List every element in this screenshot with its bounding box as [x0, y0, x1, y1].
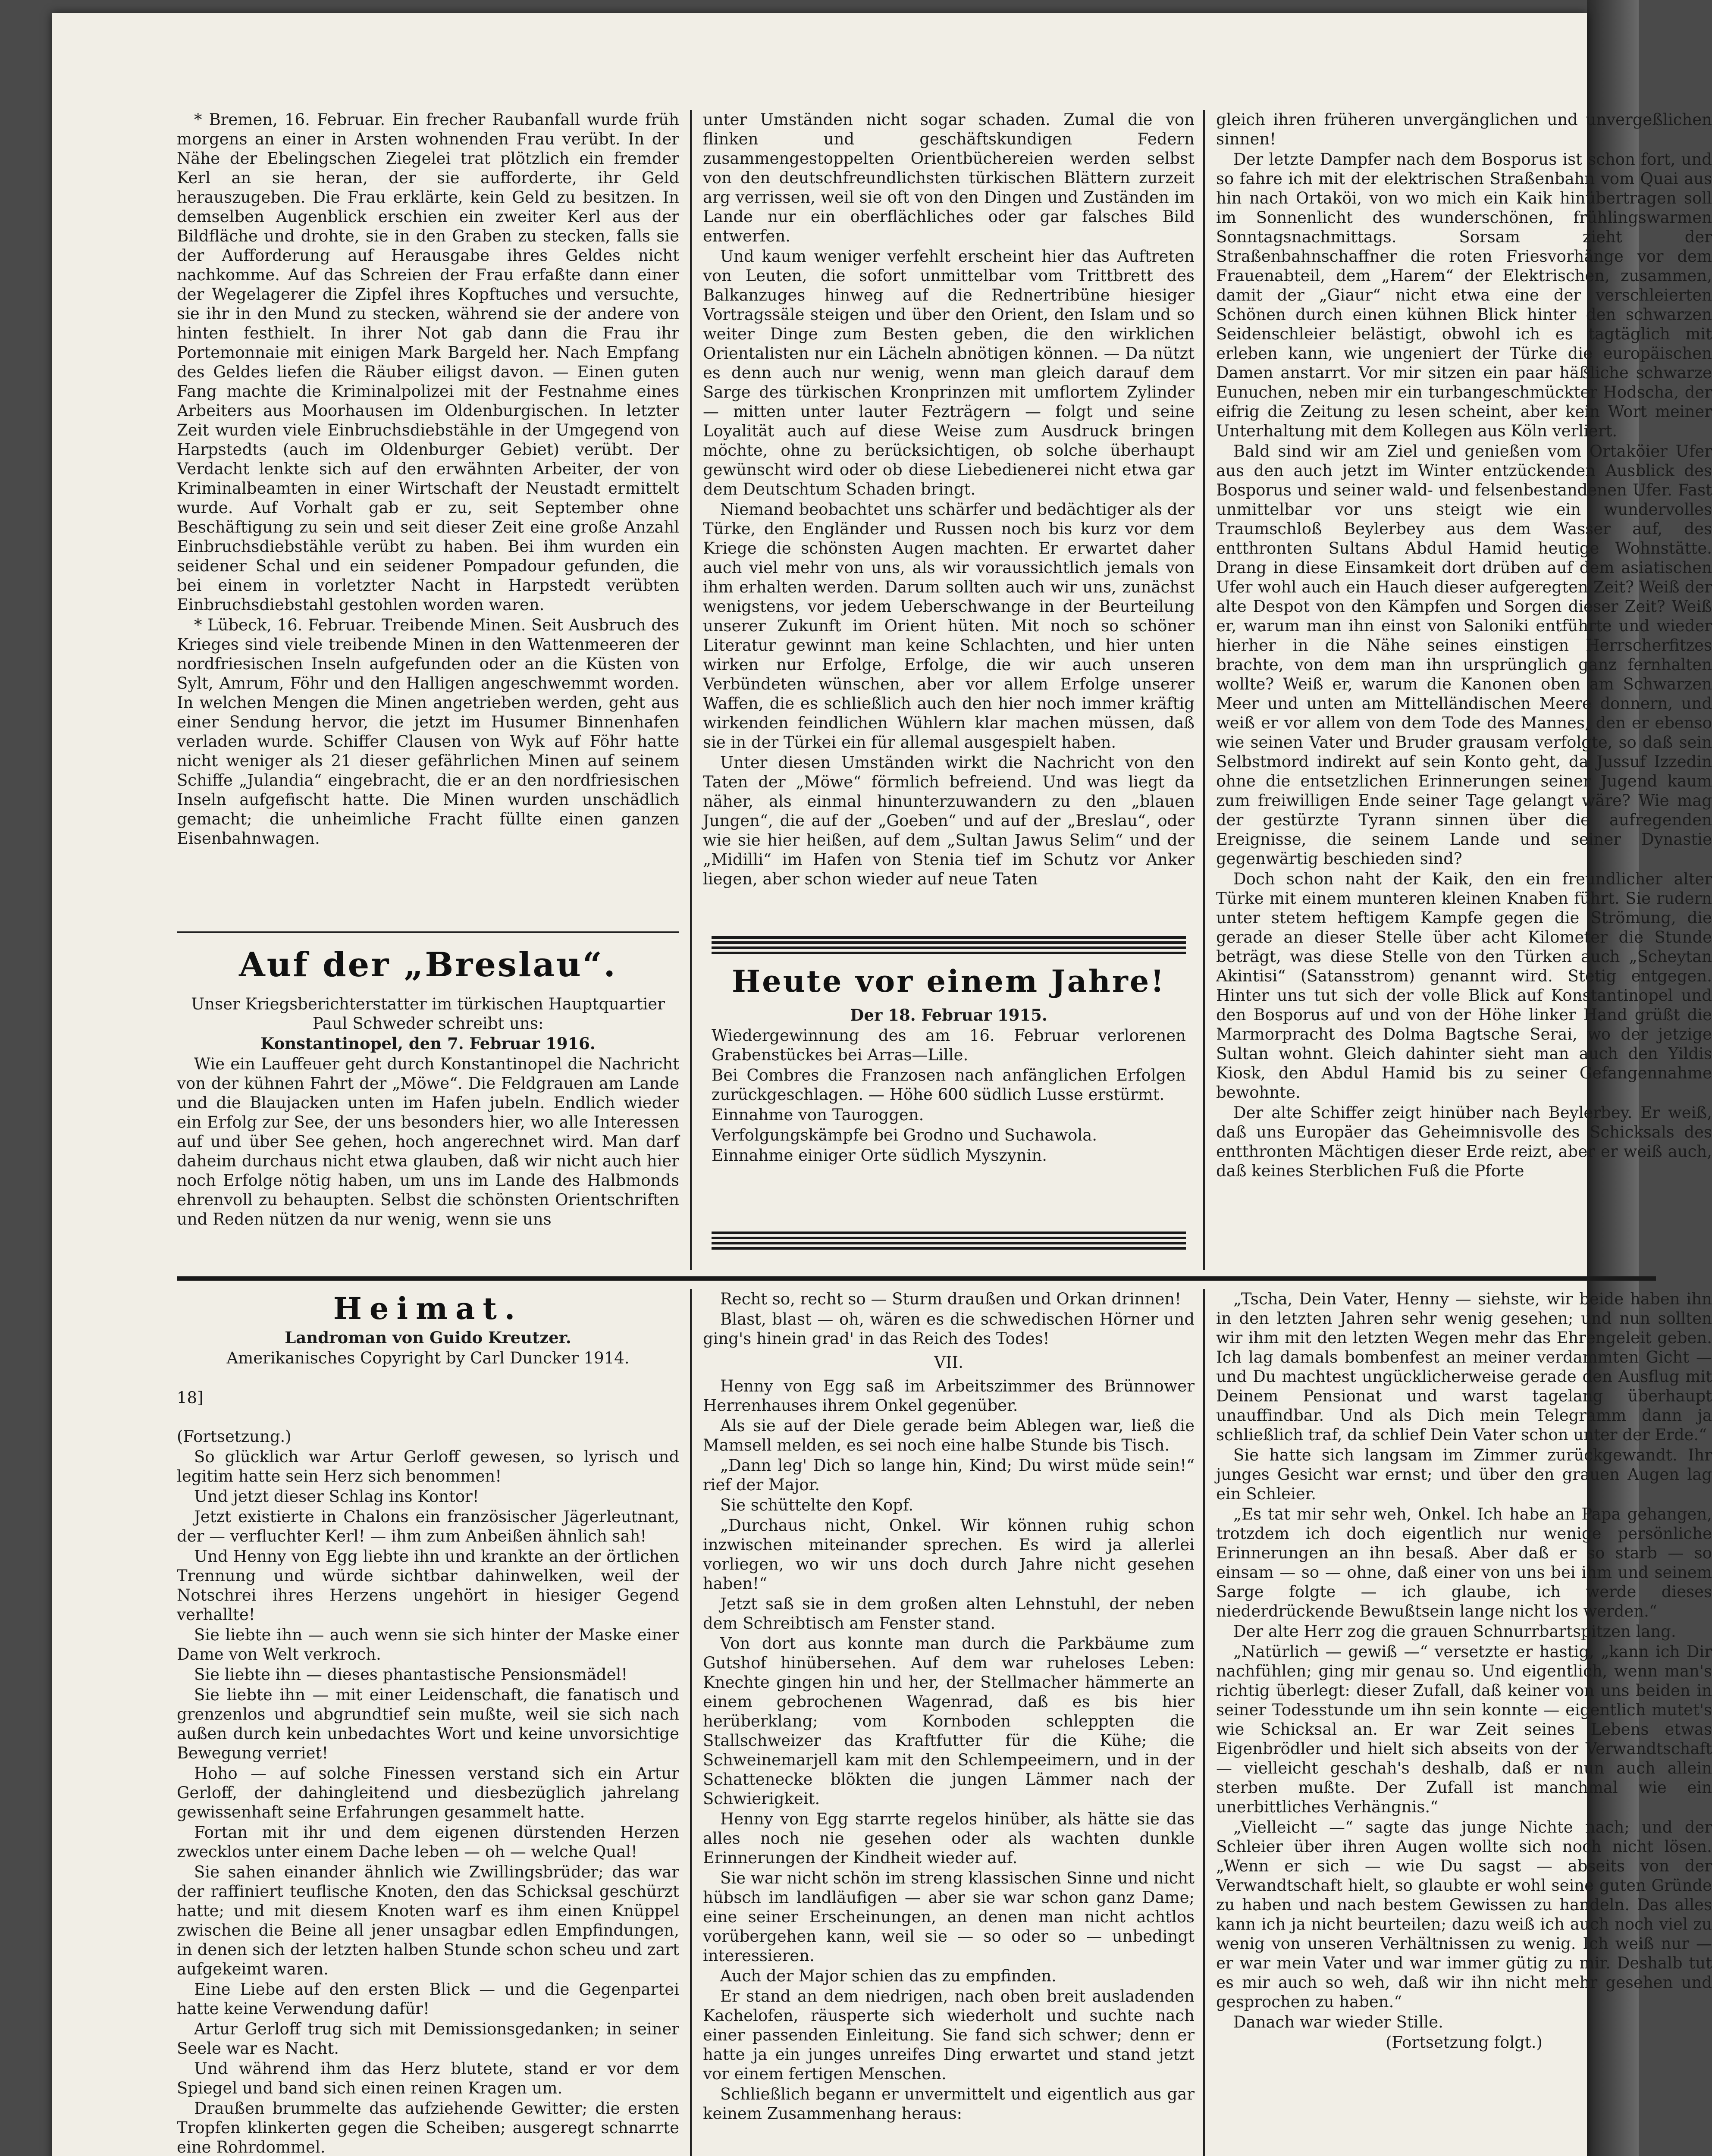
- heimat-paragraph: Als sie auf der Diele gerade beim Ablegen war, ließ die Mamsell melden, es sei noch eine halbe Stunde bis Tisch.: [703, 1416, 1195, 1454]
- breslau-title: Auf der „Breslau“.: [239, 945, 617, 984]
- news-item-bremen: * Bremen, 16. Februar. Ein frecher Raubanfall wurde früh morgens an einer in Arsten wohnenden Frau verübt. In der Nähe der Ebelingschen Ziegelei trat plötzlich ein fremder Kerl an sie heran, der sie aufforderte, ihr Geld herauszugeben. Die Frau erklärte, kein Geld zu besitzen. In demselben Augenblick erschien ein zweiter Kerl aus der Bildfläche und drohte, sie in den Graben zu stecken, falls sie der Aufforderung auf Herausgabe ihres Geldes nicht nachkomme. Auf das Schreien der Frau erfaßte dann einer der Wegelagerer die Zipfel ihres Kopftuches und versuchte, sie ihr in den Mund zu stecken, während sie der andere von hinten festhielt. In ihrer Not gab dann die Frau ihr Portemonnaie mit einigen Mark Bargeld her. Nach Empfang des Geldes liefen die Räuber eiligst davon. — Einen guten Fang machte die Kriminalpolizei mit der Festnahme eines Arbeiters aus Moorhausen im Oldenburgischen. In letzter Zeit wurden viele Einbruchsdiebstähle in der Umgegend von Harpstedts (auch im Oldenburger Gebiet) verübt. Der Verdacht lenkte sich auf den erwähnten Arbeiter, der von Kriminalbeamten in einer Wirtschaft der Neustadt ermittelt wurde. Auf Vorhalt gab er zu, seit September ohne Beschäftigung zu sein und seit dieser Zeit eine große Anzahl Einbruchsdiebstähle verübt zu haben. Bei ihm wurden ein seidener Schal und ein seidener Pompadour gefunden, die bei einem in vorletzter Nacht in Harpstedt verübten Einbruchsdiebstahl gestohlen worden waren.: [177, 110, 679, 614]
- anniversary-item: Einnahme einiger Orte südlich Myszynin.: [712, 1146, 1047, 1165]
- bosporus-paragraph: Der letzte Dampfer nach dem Bosporus ist schon fort, und so fahre ich mit der elektrischen Straßenbahn vom Quai aus hin nach Ortaköi, von wo mich ein Kaik hinübertragen soll im Sonnenlicht des wunderschönen, frühlingswarmen Sonntagsnachmittags. Sorsam zieht der Straßenbahnschaffner die roten Friesvorhänge vor dem Frauenabteil, dem „Harem“ der Elektrischen, zusammen, damit der „Giaur“ nicht etwa eine der verschleierten Schönen durch einen kühnen Blick hinter den schwarzen Seidenschleier belästigt, obwohl ich es tagtäglich mit erleben kann, wie ungeniert der Türke die europäischen Damen anstarrt. Vor mir sitzen ein paar häßliche schwarze Eunuchen, neben mir ein turbangeschmückter Hodscha, der eifrig die Zeitung zu lesen scheint, aber kein Wort meiner Unterhaltung mit dem Kollegen aus Köln verliert.: [1216, 150, 1712, 440]
- heimat-paragraph: „Tscha, Dein Vater, Henny — siehste, wir beide haben ihn in den letzten Jahren sehr wenig gesehen; und nun sollten wir ihm mit den letzten Wegen mehr das Ehrengeleit geben. Ich lag damals bombenfest an meiner verdammten Gicht — und Du machtest ungücklicherweise gerade den Ausflug mit Deinem Pensionat und warst tagelang überhaupt unauffindbar. Und als Dich mein Telegramm dann ja schließlich traf, da schlief Dein Vater schon unter der Erde.“: [1216, 1290, 1712, 1444]
- heimat-paragraph: Fortan mit ihr und dem eigenen dürstenden Herzen zwecklos unter einem Dache leben — oh — welche Qual!: [177, 1823, 679, 1861]
- anniversary-title: Heute vor einem Jahre!: [732, 963, 1166, 999]
- heimat-paragraph: Und Henny von Egg liebte ihn und krankte an der örtlichen Trennung und würde sichtbar dahinwelken, weil der Notschrei ihres Herzens ungehört in hiesiger Gegend verhallte!: [177, 1547, 679, 1624]
- breslau-continued-paragraph: Niemand beobachtet uns schärfer und bedächtiger als der Türke, den Engländer und Russen noch bis kurz vor dem Kriege die schönsten Augen machten. Er erwartet daher auch viel mehr von uns, als wir voraussichtlich jemals von ihm erhalten werden. Darum sollten auch wir uns, zunächst wenigstens, vor jedem Ueberschwange in der Beurteilung unserer Zukunft im Orient hüten. Mit noch so schöner Literatur gewinnt man keine Schlachten, und hier unten wirken nur Erfolge, Erfolge, die wir auch unseren Verbündeten wünschen, aber vor allem Erfolge unserer Waffen, die es schließlich auch den hier noch immer kräftig wirkenden feindlichen Wühlern klar machen müssen, daß sie in der Türkei ein für allemal ausgespielt haben.: [703, 500, 1195, 752]
- column-rule: [1203, 110, 1205, 1270]
- heimat-paragraph: Auch der Major schien das zu empfinden.: [720, 1967, 1057, 1985]
- column-rule: [1203, 1289, 1205, 2156]
- bosporus-paragraph: Doch schon naht der Kaik, den ein freundlicher alter Türke mit einem munteren kleinen Knaben führt. Sie rudern unter stetem heftigem Kampfe gegen die Strömung, die gerade an dieser Stelle über acht Kilometer die Stunde beträgt, was diese Stelle von den Türken auch „Scheytan Akintisi“ (Satansstrom) genannt wird. Stetig entgegen. Hinter uns tut sich der volle Blick auf Konstantinopel und den Bosporus auf und von der Höhe linker Hand grüßt die Marmorpracht des Dolma Bagtsche Serai, wo der jetzige Sultan wohnt. Gleich dahinter sieht man auch den Yildis Kiosk, den Abdul Hamid bis zu seiner Gefangennahme bewohnte.: [1216, 870, 1712, 1102]
- heimat-paragraph: Und jetzt dieser Schlag ins Kontor!: [194, 1487, 479, 1506]
- breslau-continued-paragraph: Und kaum weniger verfehlt erscheint hier das Auftreten von Leuten, die sofort unmittelbar vom Trittbrett des Balkanzuges hinweg auf die Rednertribüne hiesiger Vortragssäle steigen und über den Orient, den Islam und so weiter Dinge zum Besten geben, die den wirklichen Orientalisten nur ein Lächeln abnötigen können. — Da nützt es denn auch nur wenig, wenn man gleich darauf dem Sarge des türkischen Kronprinzen mit umflortem Zylinder — mitten unter lauter Fezträgern — folgt und seine Loyalität auch auf diese Weise zum Ausdruck bringen möchte, ohne zu berücksichtigen, ob solche überhaupt gewünscht wird oder ob diese Liebedienerei nicht etwa gar dem Deutschtum Schaden bringt.: [703, 247, 1195, 498]
- breslau-continued-column: [703, 110, 1195, 921]
- bosporus-paragraph: Der alte Schiffer zeigt hinüber nach Beylerbey. Er weiß, daß uns Europäer das Geheimnisvolle des Schicksals des entthronten Mächtigen dieser Erde reizt, aber er weiß auch, daß keines Sterblichen Fuß die Pforte: [1216, 1103, 1712, 1180]
- heimat-paragraph: Artur Gerloff trug sich mit Demissionsgedanken; in seiner Seele war es Nacht.: [177, 2020, 679, 2058]
- feuilleton-divider: [177, 1276, 1656, 1281]
- heimat-paragraph: „Vielleicht —“ sagte das junge Nichte nach; und der Schleier über ihren Augen wollte sich noch nicht lösen. „Wenn er sich — wie Du sagst — abseits von der Verwandtschaft hielt, so glaubte er wohl seine guten Gründe zu haben und nach bestem Gewissen zu handeln. Das alles kann ich ja nicht beurteilen; dazu weiß ich auch noch viel zu wenig von unseren Verhältnissen zu wenig. Ich weiß nur — er war mein Vater und war immer gütig zu mir. Deshalb tut es mir auch so weh, daß wir ihn nicht mehr gesehen und gesprochen zu haben.“: [1216, 1818, 1712, 2011]
- heimat-paragraph: Jetzt existierte in Chalons ein französischer Jägerleutnant, der — verfluchter Kerl! — ihm zum Anbeißen ähnlich sah!: [177, 1507, 679, 1545]
- anniversary-item: Wiedergewinnung des am 16. Februar verlorenen Grabenstückes bei Arras—Lille.: [712, 1026, 1186, 1064]
- column-rule: [690, 1289, 692, 2156]
- column-rule: [690, 110, 692, 1270]
- heimat-paragraph: Recht so, recht so — Sturm draußen und Orkan drinnen!: [720, 1290, 1181, 1308]
- anniversary-item: Verfolgungskämpfe bei Grodno und Suchawola.: [712, 1126, 1097, 1144]
- newspaper-page: [52, 13, 1712, 2156]
- heimat-paragraph: „Es tat mir sehr weh, Onkel. Ich habe an Papa gehangen, trotzdem ich doch eigentlich nur wenige persönliche Erinnerungen an ihn besaß. Aber daß er so starb — so einsam — so — ohne, daß einer von uns bei ihm und seinem Sarge folgte — ich glaube, ich werde dieses niederdrückende Bewußtsein lange nicht los werden.“: [1216, 1505, 1712, 1620]
- column-divider: [177, 931, 679, 933]
- breslau-article: [177, 944, 679, 1263]
- anniversary-box: [712, 962, 1186, 1220]
- heimat-paragraph: Sie schüttelte den Kopf.: [720, 1496, 914, 1514]
- bosporus-paragraph: gleich ihren früheren unvergänglichen und unvergeßlichen sinnen!: [1216, 110, 1712, 148]
- heimat-copyright: Amerikanisches Copyright by Carl Duncker 1914.: [226, 1349, 630, 1367]
- breslau-continued-paragraph: Unter diesen Umständen wirkt die Nachricht von den Taten der „Möwe“ förmlich befreiend. Und was liegt da näher, als einmal hinunterzuwandern zu den „blauen Jungen“, die auf der „Goeben“ und auf der „Breslau“, oder wie sie hier heißen, auf dem „Sultan Jawus Selim“ und der „Midilli“ im Hafen von Stenia tief im Schutz vor Anker liegen, aber schon wieder auf neue Taten: [703, 753, 1195, 888]
- news-item-luebeck: * Lübeck, 16. Februar. Treibende Minen. Seit Ausbruch des Krieges sind viele treibende Minen in den Wattenmeeren der nordfriesischen Inseln aufgefunden oder an die Küsten von Sylt, Amrum, Föhr und den Halligen angeschwemmt worden. In welchen Mengen die Minen angetrieben werden, geht aus einer Sendung hervor, die jetzt im Husumer Binnenhafen verladen wurde. Schiffer Clausen von Wyk auf Föhr hatte nicht weniger als 21 dieser gefährlichen Minen auf seinem Schiffe „Julandia“ eingebracht, die er an den nordfriesischen Inseln aufgefischt hatte. Die Minen wurden unschädlich gemacht; die unheimliche Fracht füllte einen ganzen Eisenbahnwagen.: [177, 616, 679, 848]
- anniversary-item: Einnahme von Tauroggen.: [712, 1106, 924, 1124]
- heimat-paragraph: Draußen brummelte das aufziehende Gewitter; die ersten Tropfen klinkerten gegen die Scheiben; ausgeregt schnarrte eine Rohrdommel.: [177, 2099, 679, 2156]
- anniversary-item: Bei Combres die Franzosen nach anfänglichen Erfolgen zurückgeschlagen. — Höhe 600 südlich Lusse erstürmt.: [712, 1066, 1186, 1104]
- heimat-paragraph: Henny von Egg starrte regelos hinüber, als hätte sie das alles noch nie gesehen oder als wachten dunkle Erinnerungen der Kindheit wieder auf.: [703, 1810, 1195, 1867]
- heimat-chapter-number: 18]: [177, 1388, 204, 1407]
- heimat-chapter-heading: VII.: [934, 1353, 963, 1372]
- anniversary-date: Der 18. Februar 1915.: [850, 1006, 1047, 1025]
- heimat-paragraph: Sie sahen einander ähnlich wie Zwillingsbrüder; das war der raffiniert teuflische Knoten, den das Schicksal geschürzt hatte; und mit diesem Knoten warf es ihm einen Knüppel zwischen die Beine all jener unsagbar edlen Empfindungen, in denen sich der letzten halben Stunde schon scheu und zart aufgekeimt waren.: [177, 1863, 679, 1978]
- heimat-title: Heimat.: [333, 1291, 523, 1326]
- heimat-paragraph: Jetzt saß sie in dem großen alten Lehnstuhl, der neben dem Schreibtisch am Fenster stand.: [703, 1595, 1195, 1633]
- heimat-paragraph: „Natürlich — gewiß —“ versetzte er hastig, „kann ich Dir nachfühlen; ging mir genau so. Und eigentlich, wenn man's richtig überlegt: dieser Zufall, daß keiner von uns beiden in seiner Todesstunde um ihn sein konnte — eigentlich mutet's wie Schicksal an. Er war Zeit seines Lebens etwas Eigenbrödler und hielt sich abseits von der Verwandtschaft — vielleicht geschah's deshalb, daß er nun auch allein sterben mußte. Der Zufall ist manchmal wie ein unerbittliches Verhängnis.“: [1216, 1642, 1712, 1816]
- box-top-stripes: [712, 934, 1186, 954]
- heimat-paragraph: „Dann leg' Dich so lange hin, Kind; Du wirst müde sein!“ rief der Major.: [703, 1456, 1195, 1494]
- breslau-continued-paragraph: unter Umständen nicht sogar schaden. Zumal die von flinken und geschäftskundigen Federn zusammengestoppelten Orientbüchereien werden selbst von den deutschfreundlichsten türkischen Blättern zurzeit arg verrissen, weil sie oft von den Dingen und Zuständen im Lande nur ein oberflächliches oder gar falsches Bild entwerfen.: [703, 110, 1195, 245]
- heimat-paragraph: Sie liebte ihn — dieses phantastische Pensionsmädel!: [194, 1665, 628, 1684]
- box-bottom-stripes: [712, 1229, 1186, 1250]
- heimat-paragraph: Und während ihm das Herz blutete, stand er vor dem Spiegel und band sich einen reinen Kragen um.: [177, 2059, 679, 2097]
- heimat-continuation: (Fortsetzung.): [177, 1427, 292, 1446]
- heimat-to-be-continued: (Fortsetzung folgt.): [1386, 2033, 1543, 2052]
- heimat-paragraph: Hoho — auf solche Finessen verstand sich ein Artur Gerloff, der dahingleitend und diesbezüglich jahrelang gewissenhaft seine Erfahrungen gesammelt hatte.: [177, 1764, 679, 1821]
- heimat-column-2: [703, 1289, 1195, 2156]
- bosporus-column: [1216, 110, 1712, 1270]
- heimat-chapter-line: [177, 1369, 679, 1446]
- bosporus-paragraph: Bald sind wir am Ziel und genießen vom Ortaköier Ufer aus den auch jetzt im Winter entzückenden Ausblick des Bosporus und seiner wald- und felsenbestandenen Ufer. Fast unmittelbar vor uns steigt wie ein wundervolles Traumschloß Beylerbey aus dem Wasser auf, des entthronten Sultans Abdul Hamid heutige Wohnstätte. Drang in diese Einsamkeit dort drüben auf dem asiatischen Ufer wohl auch ein Hauch dieser aufgeregten Zeit? Weiß der alte Despot von den Kämpfen und Sorgen dieser Zeit? Weiß er, warum man ihn einst von Saloniki entführte und wieder hierher in die Nähe seines einstigen Herrscherfitzes brachte, von dem man ihn ursprünglich ganz fernhalten wollte? Weiß er, warum die Kanonen oben am Schwarzen Meer und unten am Mittelländischen Meere donnern, und weiß er vor allem von dem Tode des Mannes, den er ebenso wie seinen Vater und Bruder grausam verfolgte, so daß sein Selbstmord indirekt auf sein Konto geht, da Jussuf Izzedin ohne die entsetzlichen Erinnerungen seiner Jugend kaum zum freiwilligen Ende seiner Tage gelangt wäre? Wie mag der gestürzte Tyrann sinnen über die aufregenden Ereignisse, die seinem Lande und seiner Dynastie gegenwärtig beschieden sind?: [1216, 442, 1712, 868]
- heimat-column-3: [1216, 1289, 1712, 2156]
- local-news-column: [177, 110, 679, 925]
- heimat-paragraph: Sie war nicht schön im streng klassischen Sinne und nicht hübsch im landläufigen — aber sie war schon ganz Dame; eine seiner Erscheinungen, an denen man nicht achtlos vorübergehen kann, weil sie — so oder so — unbedingt interessieren.: [703, 1869, 1195, 1965]
- breslau-byline: Unser Kriegsberichterstatter im türkischen Hauptquartier Paul Schweder schreibt uns:: [191, 995, 665, 1033]
- heimat-column-1: [177, 1289, 679, 2156]
- heimat-subtitle: Landroman von Guido Kreutzer.: [285, 1328, 571, 1347]
- heimat-paragraph: Von dort aus konnte man durch die Parkbäume zum Gutshof hinübersehen. Auf dem war ruheloses Leben: Knechte gingen hin und her, der Stellmacher hämmerte an einem gebrochenen Wagenrad, daß es bis hier herüberklang; vom Kornboden schleppten die Stallschweizer das Kraftfutter für die Kühe; die Schweinemarjell kam mit den Schlempeeimern, und in der Schattenecke blökten die jungen Lämmer nach der Schwierigkeit.: [703, 1634, 1195, 1808]
- heimat-paragraph: Schließlich begann er unvermittelt und eigentlich aus gar keinem Zusammenhang heraus:: [703, 2085, 1195, 2123]
- heimat-paragraph: Eine Liebe auf den ersten Blick — und die Gegenpartei hatte keine Verwendung dafür!: [177, 1980, 679, 2018]
- heimat-paragraph: Blast, blast — oh, wären es die schwedischen Hörner und ging's hinein grad' in das Reich des Todes!: [703, 1310, 1195, 1348]
- heimat-paragraph: Danach war wieder Stille.: [1233, 2013, 1443, 2031]
- heimat-paragraph: So glücklich war Artur Gerloff gewesen, so lyrisch und legitim hatte sein Herz sich benommen!: [177, 1448, 679, 1485]
- heimat-paragraph: Er stand an dem niedrigen, nach oben breit ausladenden Kachelofen, räusperte sich wiederholt und suchte nach einer passenden Einleitung. Sie fand sich schwer; denn er hatte ja ein junges unreifes Ding erwartet und stand jetzt vor einem fertigen Menschen.: [703, 1987, 1195, 2083]
- heimat-paragraph: Der alte Herr zog die grauen Schnurrbartspitzen lang.: [1233, 1622, 1676, 1641]
- heimat-paragraph: Sie liebte ihn — mit einer Leidenschaft, die fanatisch und grenzenlos und abgrundtief sein mußte, weil sie sich nach außen durch kein unbedachtes Wort und keine unvorsichtige Bewegung verriet!: [177, 1686, 679, 1762]
- breslau-dateline: Konstantinopel, den 7. Februar 1916.: [260, 1034, 596, 1053]
- breslau-paragraph: Wie ein Lauffeuer geht durch Konstantinopel die Nachricht von der kühnen Fahrt der „Möwe“. Die Feldgrauen am Lande und die Blaujacken unten im Hafen jubeln. Endlich wieder ein Erfolg zur See, der uns besonders hier, wo alle Interessen auf und über See gehen, hoch angerechnet wird. Man darf daheim durchaus nicht etwa glauben, daß wir nicht auch hier noch Erfolge nötig haben, um uns im Lande des Halbmonds ehrenvoll zu behaupten. Selbst die schönsten Orientschriften und Reden nützen da nur wenig, wenn sie uns: [177, 1055, 679, 1228]
- heimat-paragraph: „Durchaus nicht, Onkel. Wir können ruhig schon inzwischen miteinander sprechen. Es wird ja allerlei vorliegen, wo wir uns doch durch Jahre nicht gesehen haben!“: [703, 1516, 1195, 1593]
- heimat-paragraph: Henny von Egg saß im Arbeitszimmer des Brünnower Herrenhauses ihrem Onkel gegenüber.: [703, 1377, 1195, 1415]
- heimat-paragraph: Sie hatte sich langsam im Zimmer zurückgewandt. Ihr junges Gesicht war ernst; und über den grauen Augen lag ein Schleier.: [1216, 1446, 1712, 1503]
- heimat-paragraph: Sie liebte ihn — auch wenn sie sich hinter der Maske einer Dame von Welt verkroch.: [177, 1626, 679, 1664]
